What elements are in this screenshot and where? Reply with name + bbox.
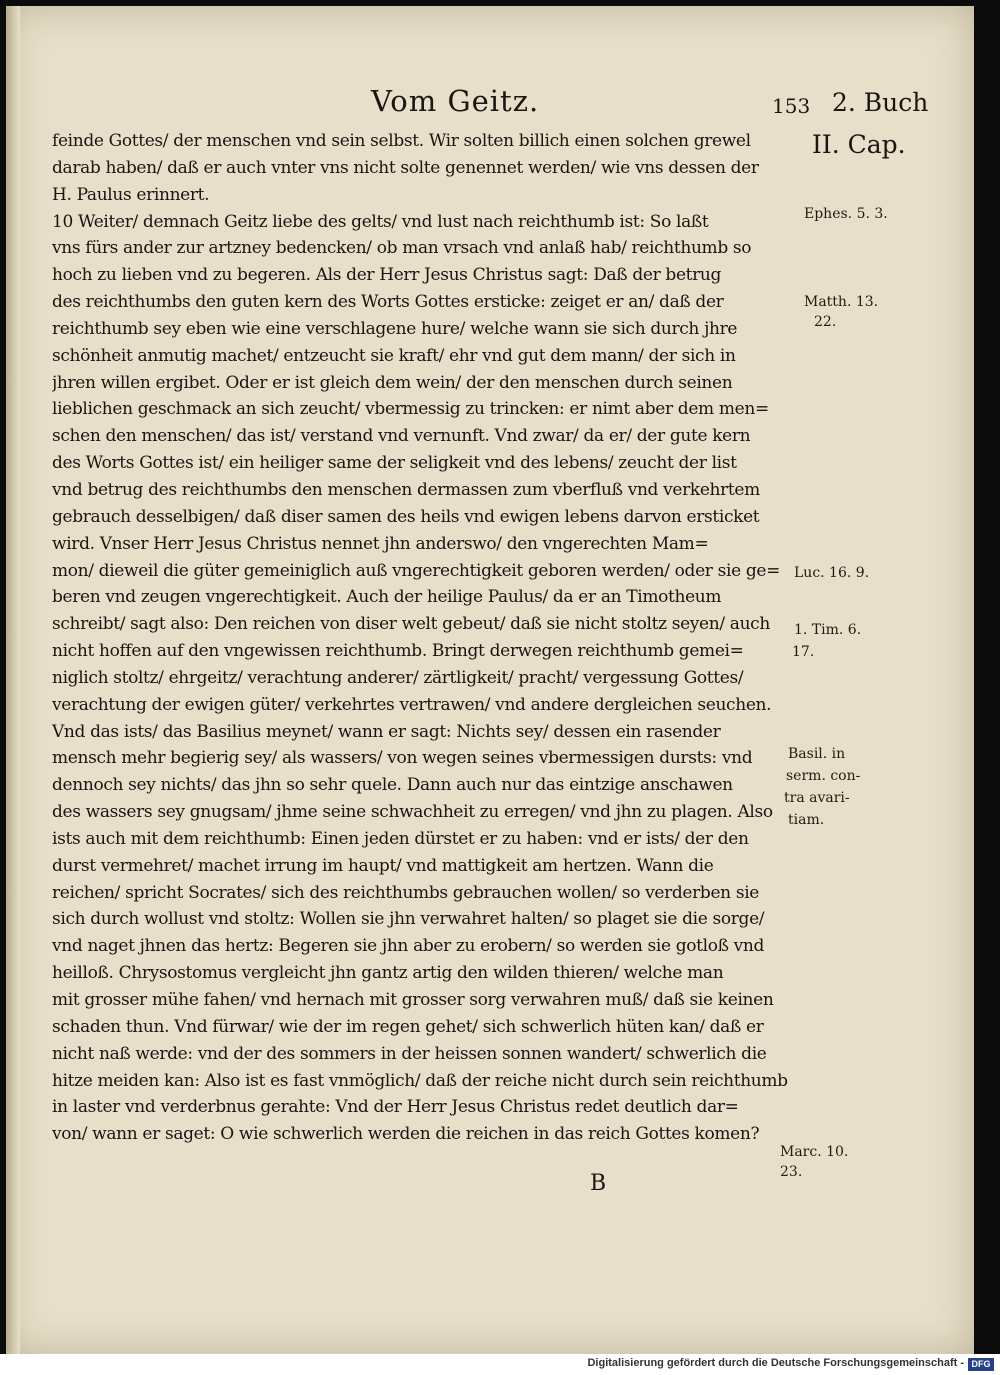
- text-line: durst vermehret/ machet irrung im haupt/ vnd mattigkeit am hertzen. Wann die: [52, 855, 714, 876]
- margin-note-tim: 1. Tim. 6.: [794, 622, 862, 638]
- chapter-label: II. Cap.: [812, 130, 906, 159]
- text-line: vns fürs ander zur artzney bedencken/ ob man vrsach vnd anlaß hab/ reichthumb so: [52, 238, 752, 259]
- text-line: des Worts Gottes ist/ ein heiliger same der seligkeit vnd des lebens/ zeucht der list: [52, 453, 737, 474]
- footer-bar: [0, 1354, 1000, 1375]
- text-line: H. Paulus erinnert.: [52, 184, 210, 205]
- text-line: des reichthumbs den guten kern des Worts Gottes ersticke: zeiget er an/ daß der: [52, 292, 724, 313]
- text-line: darab haben/ daß er auch vnter vns nicht solte genennet werden/ wie vns dessen der: [52, 157, 759, 178]
- margin-note-luc: Luc. 16. 9.: [794, 565, 870, 581]
- text-line: verachtung der ewigen güter/ verkehrtes vertrawen/ vnd andere dergleichen seuchen.: [52, 694, 772, 715]
- margin-note-marc-verse: 23.: [780, 1164, 803, 1180]
- text-line: gebrauch desselbigen/ daß diser samen des heils vnd ewigen lebens darvon ersticket: [52, 506, 760, 527]
- margin-note-marc: Marc. 10.: [780, 1144, 849, 1160]
- page-number: 153: [772, 94, 811, 118]
- margin-note-basil-4: tiam.: [788, 812, 825, 828]
- text-line: hitze meiden kan: Also ist es fast vnmöglich/ daß der reiche nicht durch sein reichthumb: [52, 1070, 788, 1091]
- text-line: schen den menschen/ das ist/ verstand vnd vernunft. Vnd zwar/ da er/ der gute kern: [52, 426, 751, 447]
- text-line: wird. Vnser Herr Jesus Christus nennet jhn anderswo/ den vngerechten Mam=: [52, 533, 709, 554]
- margin-note-matth-verse: 22.: [814, 314, 837, 330]
- text-line: sich durch wollust vnd stoltz: Wollen sie jhn verwahret halten/ so plaget sie die sorge/: [52, 909, 765, 930]
- text-line: heilloß. Chrysostomus vergleicht jhn gantz artig den wilden thieren/ welche man: [52, 963, 724, 984]
- dfg-logo: DFG: [968, 1358, 994, 1371]
- text-line: des wassers sey gnugsam/ jhme seine schwachheit zu erregen/ vnd jhn zu plagen. Also: [52, 802, 773, 823]
- running-title: Vom Geitz.: [371, 84, 540, 118]
- text-line: schreibt/ sagt also: Den reichen von diser welt gebeut/ daß sie nicht stoltz seyen/ auch: [52, 614, 770, 635]
- margin-note-basil-2: serm. con-: [786, 768, 861, 784]
- text-line: vnd naget jhnen das hertz: Begeren sie jhn aber zu erobern/ so werden sie gotloß vnd: [52, 936, 765, 957]
- margin-note-basil-3: tra avari-: [784, 790, 850, 806]
- text-line: nicht naß werde: vnd der des sommers in der heissen sonnen wandert/ schwerlich die: [52, 1043, 767, 1064]
- margin-note-matth: Matth. 13.: [804, 294, 879, 310]
- text-line: mon/ dieweil die güter gemeiniglich auß vngerechtigkeit geboren werden/ oder sie ge=: [52, 560, 780, 581]
- text-line: feinde Gottes/ der menschen vnd sein selbst. Wir solten billich einen solchen grewel: [52, 131, 751, 151]
- text-line: niglich stoltz/ ehrgeitz/ verachtung anderer/ zärtligkeit/ pracht/ vergessung Gottes/: [52, 667, 744, 688]
- text-line: reichen/ spricht Socrates/ sich des reichthumbs gebrauchen wollen/ so verderben sie: [52, 882, 759, 903]
- footer-credit: Digitalisierung gefördert durch die Deutsche Forschungsgemeinschaft -: [587, 1357, 964, 1369]
- text-line: jhren willen ergibet. Oder er ist gleich dem wein/ der den menschen durch seinen: [52, 372, 733, 393]
- text-line: reichthumb sey eben wie eine verschlagene hure/ welche wann sie sich durch jhre: [52, 318, 738, 339]
- book-page: [6, 6, 974, 1354]
- text-line: in laster vnd verderbnus gerahte: Vnd der Herr Jesus Christus redet deutlich dar=: [52, 1097, 739, 1118]
- text-line: lieblichen geschmack an sich zeucht/ vbermessig zu trincken: er nimt aber dem men=: [52, 399, 769, 420]
- text-line: dennoch sey nichts/ das jhn so sehr quele. Dann auch nur das eintzige anschawen: [52, 775, 733, 796]
- body-text: [52, 128, 798, 1148]
- text-line: schönheit anmutig machet/ entzeucht sie kraft/ ehr vnd gut dem mann/ der sich in: [52, 345, 736, 366]
- margin-note-tim-verse: 17.: [792, 644, 815, 660]
- text-line: nicht hoffen auf den vngewissen reichthumb. Bringt derwegen reichthumb gemei=: [52, 641, 744, 662]
- text-line: von/ wann er saget: O wie schwerlich werden die reichen in das reich Gottes komen?: [52, 1124, 760, 1145]
- margin-note-basil-1: Basil. in: [788, 746, 846, 762]
- text-line: vnd betrug des reichthumbs den menschen dermassen zum vberfluß vnd verkehrtem: [52, 479, 760, 500]
- text-line: beren vnd zeugen vngerechtigkeit. Auch der heilige Paulus/ da er an Timotheum: [52, 587, 722, 608]
- text-line: Vnd das ists/ das Basilius meynet/ wann er sagt: Nichts sey/ dessen ein rasender: [52, 721, 721, 742]
- catchword: B: [590, 1171, 607, 1196]
- text-line: hoch zu lieben vnd zu begeren. Als der Herr Jesus Christus sagt: Daß der betrug: [52, 265, 722, 286]
- text-line: schaden thun. Vnd fürwar/ wie der im regen gehet/ sich schwerlich hüten kan/ daß er: [52, 1016, 764, 1037]
- text-line: 10 Weiter/ demnach Geitz liebe des gelts/ vnd lust nach reichthumb ist: So laßt: [52, 211, 709, 232]
- page-gutter-shadow: [6, 6, 20, 1354]
- text-line: mit grosser mühe fahen/ vnd hernach mit grosser sorg verwahren muß/ daß sie keinen: [52, 990, 774, 1010]
- text-line: ists auch mit dem reichthumb: Einen jeden dürstet er zu haben: vnd er ists/ der den: [52, 828, 749, 849]
- text-line: mensch mehr begierig sey/ als wassers/ von wegen seines vbermessigen dursts: vnd: [52, 748, 753, 769]
- margin-note-ephes: Ephes. 5. 3.: [804, 206, 888, 222]
- book-label: 2. Buch: [832, 88, 929, 117]
